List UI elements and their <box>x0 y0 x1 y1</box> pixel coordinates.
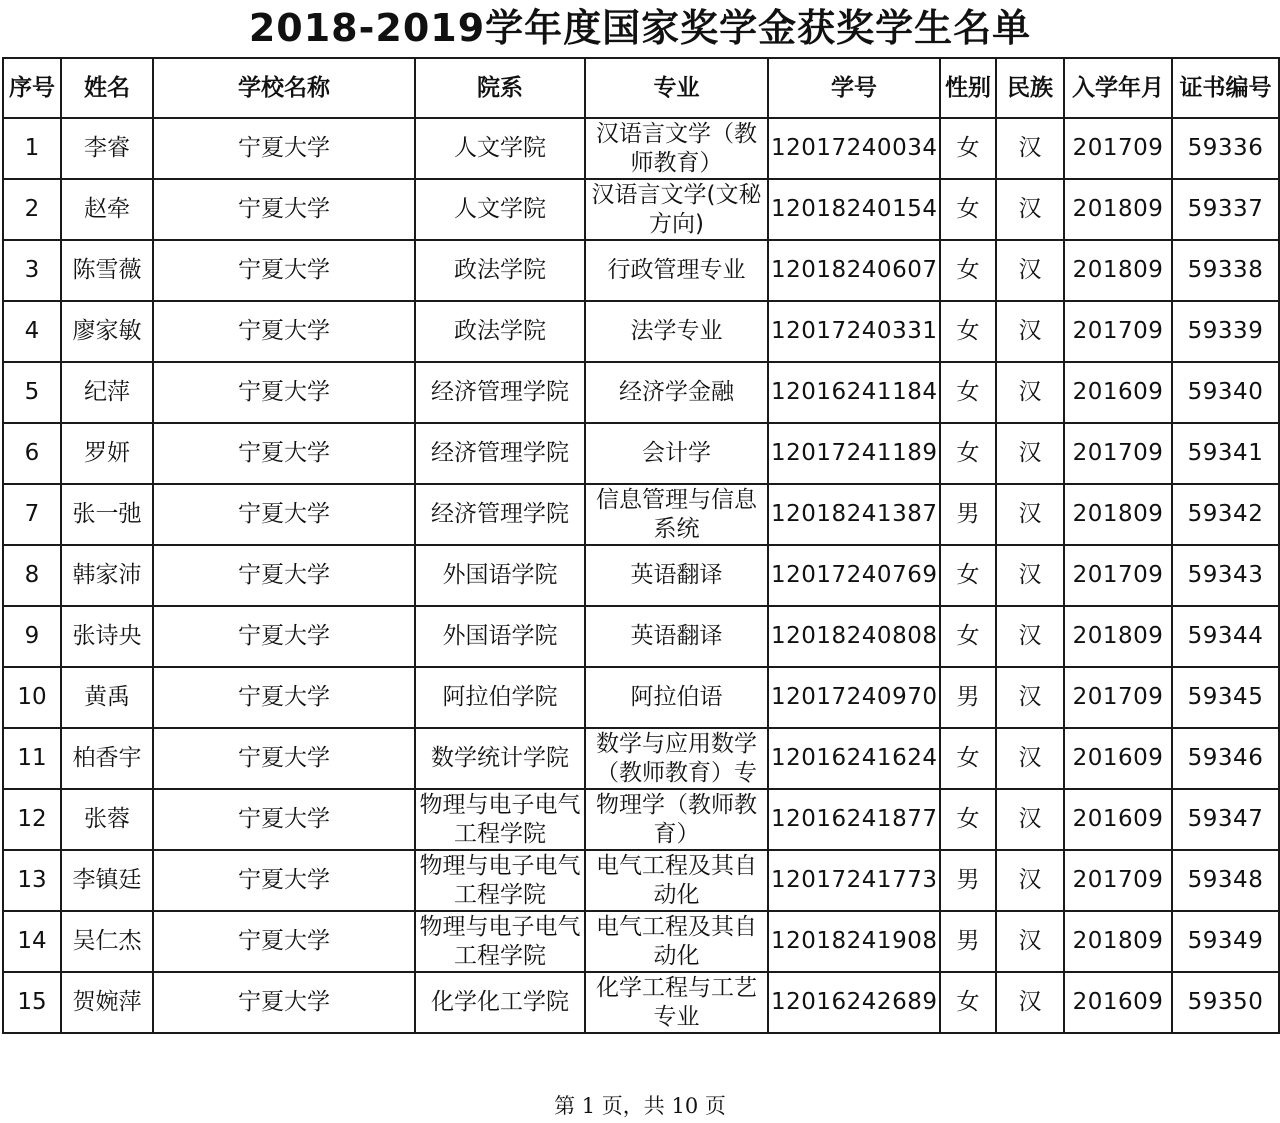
serial-number-cell: 6 <box>3 423 61 484</box>
student-name-cell: 柏香宇 <box>61 728 153 789</box>
student-name-cell: 张诗央 <box>61 606 153 667</box>
gender-cell: 女 <box>940 545 996 606</box>
enrollment-date-cell: 201709 <box>1064 423 1172 484</box>
department-cell: 物理与电子电气工程学院 <box>415 789 585 850</box>
school-name-cell: 宁夏大学 <box>153 972 415 1033</box>
serial-number-cell: 11 <box>3 728 61 789</box>
school-name-cell: 宁夏大学 <box>153 911 415 972</box>
major-cell: 英语翻译 <box>585 606 768 667</box>
ethnicity-cell: 汉 <box>996 362 1064 423</box>
certificate-number-cell: 59337 <box>1172 179 1279 240</box>
school-name-cell: 宁夏大学 <box>153 423 415 484</box>
enrollment-date-cell: 201809 <box>1064 240 1172 301</box>
school-name-cell: 宁夏大学 <box>153 728 415 789</box>
enrollment-date-cell: 201709 <box>1064 118 1172 179</box>
enrollment-date-cell: 201609 <box>1064 728 1172 789</box>
serial-number-cell: 8 <box>3 545 61 606</box>
gender-cell: 女 <box>940 423 996 484</box>
department-cell: 外国语学院 <box>415 606 585 667</box>
department-cell: 政法学院 <box>415 240 585 301</box>
school-name-cell: 宁夏大学 <box>153 484 415 545</box>
ethnicity-cell: 汉 <box>996 240 1064 301</box>
school-name-cell: 宁夏大学 <box>153 606 415 667</box>
ethnicity-cell: 汉 <box>996 911 1064 972</box>
enrollment-date-cell: 201609 <box>1064 972 1172 1033</box>
table-row <box>3 484 1279 545</box>
certificate-number-cell: 59344 <box>1172 606 1279 667</box>
school-name-cell: 宁夏大学 <box>153 850 415 911</box>
table-row <box>3 728 1279 789</box>
serial-number-cell: 3 <box>3 240 61 301</box>
student-id-cell: 12017240970 <box>768 667 940 728</box>
ethnicity-cell: 汉 <box>996 118 1064 179</box>
department-cell: 物理与电子电气工程学院 <box>415 850 585 911</box>
ethnicity-cell: 汉 <box>996 972 1064 1033</box>
school-name-cell: 宁夏大学 <box>153 118 415 179</box>
school-name-cell: 宁夏大学 <box>153 362 415 423</box>
major-cell: 法学专业 <box>585 301 768 362</box>
column-header: 民族 <box>996 58 1064 118</box>
major-cell: 汉语言文学(文秘方向) <box>585 179 768 240</box>
ethnicity-cell: 汉 <box>996 179 1064 240</box>
table-row <box>3 240 1279 301</box>
major-cell: 物理学（教师教育） <box>585 789 768 850</box>
enrollment-date-cell: 201809 <box>1064 911 1172 972</box>
student-name-cell: 李睿 <box>61 118 153 179</box>
gender-cell: 男 <box>940 667 996 728</box>
ethnicity-cell: 汉 <box>996 545 1064 606</box>
student-name-cell: 贺婉萍 <box>61 972 153 1033</box>
student-name-cell: 张蓉 <box>61 789 153 850</box>
table-row <box>3 118 1279 179</box>
student-id-cell: 12017241773 <box>768 850 940 911</box>
certificate-number-cell: 59340 <box>1172 362 1279 423</box>
enrollment-date-cell: 201609 <box>1064 789 1172 850</box>
serial-number-cell: 4 <box>3 301 61 362</box>
table-row <box>3 789 1279 850</box>
gender-cell: 女 <box>940 240 996 301</box>
table-row <box>3 301 1279 362</box>
serial-number-cell: 15 <box>3 972 61 1033</box>
school-name-cell: 宁夏大学 <box>153 545 415 606</box>
enrollment-date-cell: 201709 <box>1064 301 1172 362</box>
gender-cell: 女 <box>940 606 996 667</box>
ethnicity-cell: 汉 <box>996 728 1064 789</box>
enrollment-date-cell: 201709 <box>1064 667 1172 728</box>
school-name-cell: 宁夏大学 <box>153 789 415 850</box>
serial-number-cell: 13 <box>3 850 61 911</box>
ethnicity-cell: 汉 <box>996 301 1064 362</box>
major-cell: 阿拉伯语 <box>585 667 768 728</box>
major-cell: 化学工程与工艺专业 <box>585 972 768 1033</box>
serial-number-cell: 2 <box>3 179 61 240</box>
student-id-cell: 12017241189 <box>768 423 940 484</box>
major-cell: 电气工程及其自动化 <box>585 850 768 911</box>
major-cell: 会计学 <box>585 423 768 484</box>
certificate-number-cell: 59345 <box>1172 667 1279 728</box>
serial-number-cell: 14 <box>3 911 61 972</box>
department-cell: 经济管理学院 <box>415 362 585 423</box>
major-cell: 汉语言文学（教师教育） <box>585 118 768 179</box>
table-row <box>3 362 1279 423</box>
table-row <box>3 972 1279 1033</box>
table-body <box>3 118 1279 1033</box>
gender-cell: 男 <box>940 484 996 545</box>
gender-cell: 女 <box>940 179 996 240</box>
school-name-cell: 宁夏大学 <box>153 301 415 362</box>
column-header: 性别 <box>940 58 996 118</box>
student-name-cell: 韩家沛 <box>61 545 153 606</box>
department-cell: 外国语学院 <box>415 545 585 606</box>
table-row <box>3 606 1279 667</box>
student-name-cell: 赵牵 <box>61 179 153 240</box>
page-title: 2018-2019学年度国家奖学金获奖学生名单 <box>248 6 1032 50</box>
student-name-cell: 吴仁杰 <box>61 911 153 972</box>
certificate-number-cell: 59342 <box>1172 484 1279 545</box>
student-id-cell: 12016242689 <box>768 972 940 1033</box>
department-cell: 政法学院 <box>415 301 585 362</box>
certificate-number-cell: 59349 <box>1172 911 1279 972</box>
ethnicity-cell: 汉 <box>996 484 1064 545</box>
student-id-cell: 12016241877 <box>768 789 940 850</box>
page-footer: 第 1 页，共 10 页 <box>554 1094 726 1118</box>
student-id-cell: 12017240331 <box>768 301 940 362</box>
major-cell: 英语翻译 <box>585 545 768 606</box>
certificate-number-cell: 59347 <box>1172 789 1279 850</box>
column-header: 院系 <box>415 58 585 118</box>
student-id-cell: 12018241387 <box>768 484 940 545</box>
certificate-number-cell: 59341 <box>1172 423 1279 484</box>
major-cell: 信息管理与信息系统 <box>585 484 768 545</box>
department-cell: 经济管理学院 <box>415 423 585 484</box>
column-header: 证书编号 <box>1172 58 1279 118</box>
major-cell: 经济学金融 <box>585 362 768 423</box>
table-row <box>3 423 1279 484</box>
enrollment-date-cell: 201609 <box>1064 362 1172 423</box>
gender-cell: 男 <box>940 850 996 911</box>
serial-number-cell: 7 <box>3 484 61 545</box>
student-id-cell: 12017240034 <box>768 118 940 179</box>
column-header: 入学年月 <box>1064 58 1172 118</box>
column-header: 学校名称 <box>153 58 415 118</box>
certificate-number-cell: 59346 <box>1172 728 1279 789</box>
ethnicity-cell: 汉 <box>996 423 1064 484</box>
ethnicity-cell: 汉 <box>996 850 1064 911</box>
gender-cell: 女 <box>940 118 996 179</box>
serial-number-cell: 5 <box>3 362 61 423</box>
enrollment-date-cell: 201809 <box>1064 606 1172 667</box>
department-cell: 阿拉伯学院 <box>415 667 585 728</box>
certificate-number-cell: 59336 <box>1172 118 1279 179</box>
serial-number-cell: 1 <box>3 118 61 179</box>
table-header-row <box>3 58 1279 118</box>
enrollment-date-cell: 201709 <box>1064 545 1172 606</box>
gender-cell: 女 <box>940 301 996 362</box>
column-header: 姓名 <box>61 58 153 118</box>
enrollment-date-cell: 201709 <box>1064 850 1172 911</box>
student-name-cell: 廖家敏 <box>61 301 153 362</box>
certificate-number-cell: 59343 <box>1172 545 1279 606</box>
student-name-cell: 罗妍 <box>61 423 153 484</box>
school-name-cell: 宁夏大学 <box>153 179 415 240</box>
student-id-cell: 12018240607 <box>768 240 940 301</box>
certificate-number-cell: 59339 <box>1172 301 1279 362</box>
enrollment-date-cell: 201809 <box>1064 179 1172 240</box>
table-row <box>3 911 1279 972</box>
table-row <box>3 545 1279 606</box>
gender-cell: 女 <box>940 972 996 1033</box>
student-id-cell: 12018240808 <box>768 606 940 667</box>
ethnicity-cell: 汉 <box>996 667 1064 728</box>
certificate-number-cell: 59350 <box>1172 972 1279 1033</box>
table-row <box>3 850 1279 911</box>
school-name-cell: 宁夏大学 <box>153 240 415 301</box>
department-cell: 化学化工学院 <box>415 972 585 1033</box>
department-cell: 经济管理学院 <box>415 484 585 545</box>
ethnicity-cell: 汉 <box>996 606 1064 667</box>
column-header: 学号 <box>768 58 940 118</box>
major-cell: 电气工程及其自动化 <box>585 911 768 972</box>
column-header: 序号 <box>3 58 61 118</box>
major-cell: 数学与应用数学（教师教育）专 <box>585 728 768 789</box>
gender-cell: 男 <box>940 911 996 972</box>
gender-cell: 女 <box>940 789 996 850</box>
student-id-cell: 12018240154 <box>768 179 940 240</box>
department-cell: 物理与电子电气工程学院 <box>415 911 585 972</box>
ethnicity-cell: 汉 <box>996 789 1064 850</box>
serial-number-cell: 12 <box>3 789 61 850</box>
student-name-cell: 李镇廷 <box>61 850 153 911</box>
table-row <box>3 179 1279 240</box>
scholarship-table <box>2 57 1280 1034</box>
serial-number-cell: 9 <box>3 606 61 667</box>
serial-number-cell: 10 <box>3 667 61 728</box>
certificate-number-cell: 59338 <box>1172 240 1279 301</box>
department-cell: 人文学院 <box>415 118 585 179</box>
department-cell: 人文学院 <box>415 179 585 240</box>
student-id-cell: 12018241908 <box>768 911 940 972</box>
table-row <box>3 667 1279 728</box>
student-name-cell: 黄禹 <box>61 667 153 728</box>
major-cell: 行政管理专业 <box>585 240 768 301</box>
student-id-cell: 12017240769 <box>768 545 940 606</box>
school-name-cell: 宁夏大学 <box>153 667 415 728</box>
student-id-cell: 12016241624 <box>768 728 940 789</box>
student-name-cell: 纪萍 <box>61 362 153 423</box>
gender-cell: 女 <box>940 362 996 423</box>
student-id-cell: 12016241184 <box>768 362 940 423</box>
column-header: 专业 <box>585 58 768 118</box>
enrollment-date-cell: 201809 <box>1064 484 1172 545</box>
student-name-cell: 陈雪薇 <box>61 240 153 301</box>
certificate-number-cell: 59348 <box>1172 850 1279 911</box>
student-name-cell: 张一弛 <box>61 484 153 545</box>
gender-cell: 女 <box>940 728 996 789</box>
department-cell: 数学统计学院 <box>415 728 585 789</box>
